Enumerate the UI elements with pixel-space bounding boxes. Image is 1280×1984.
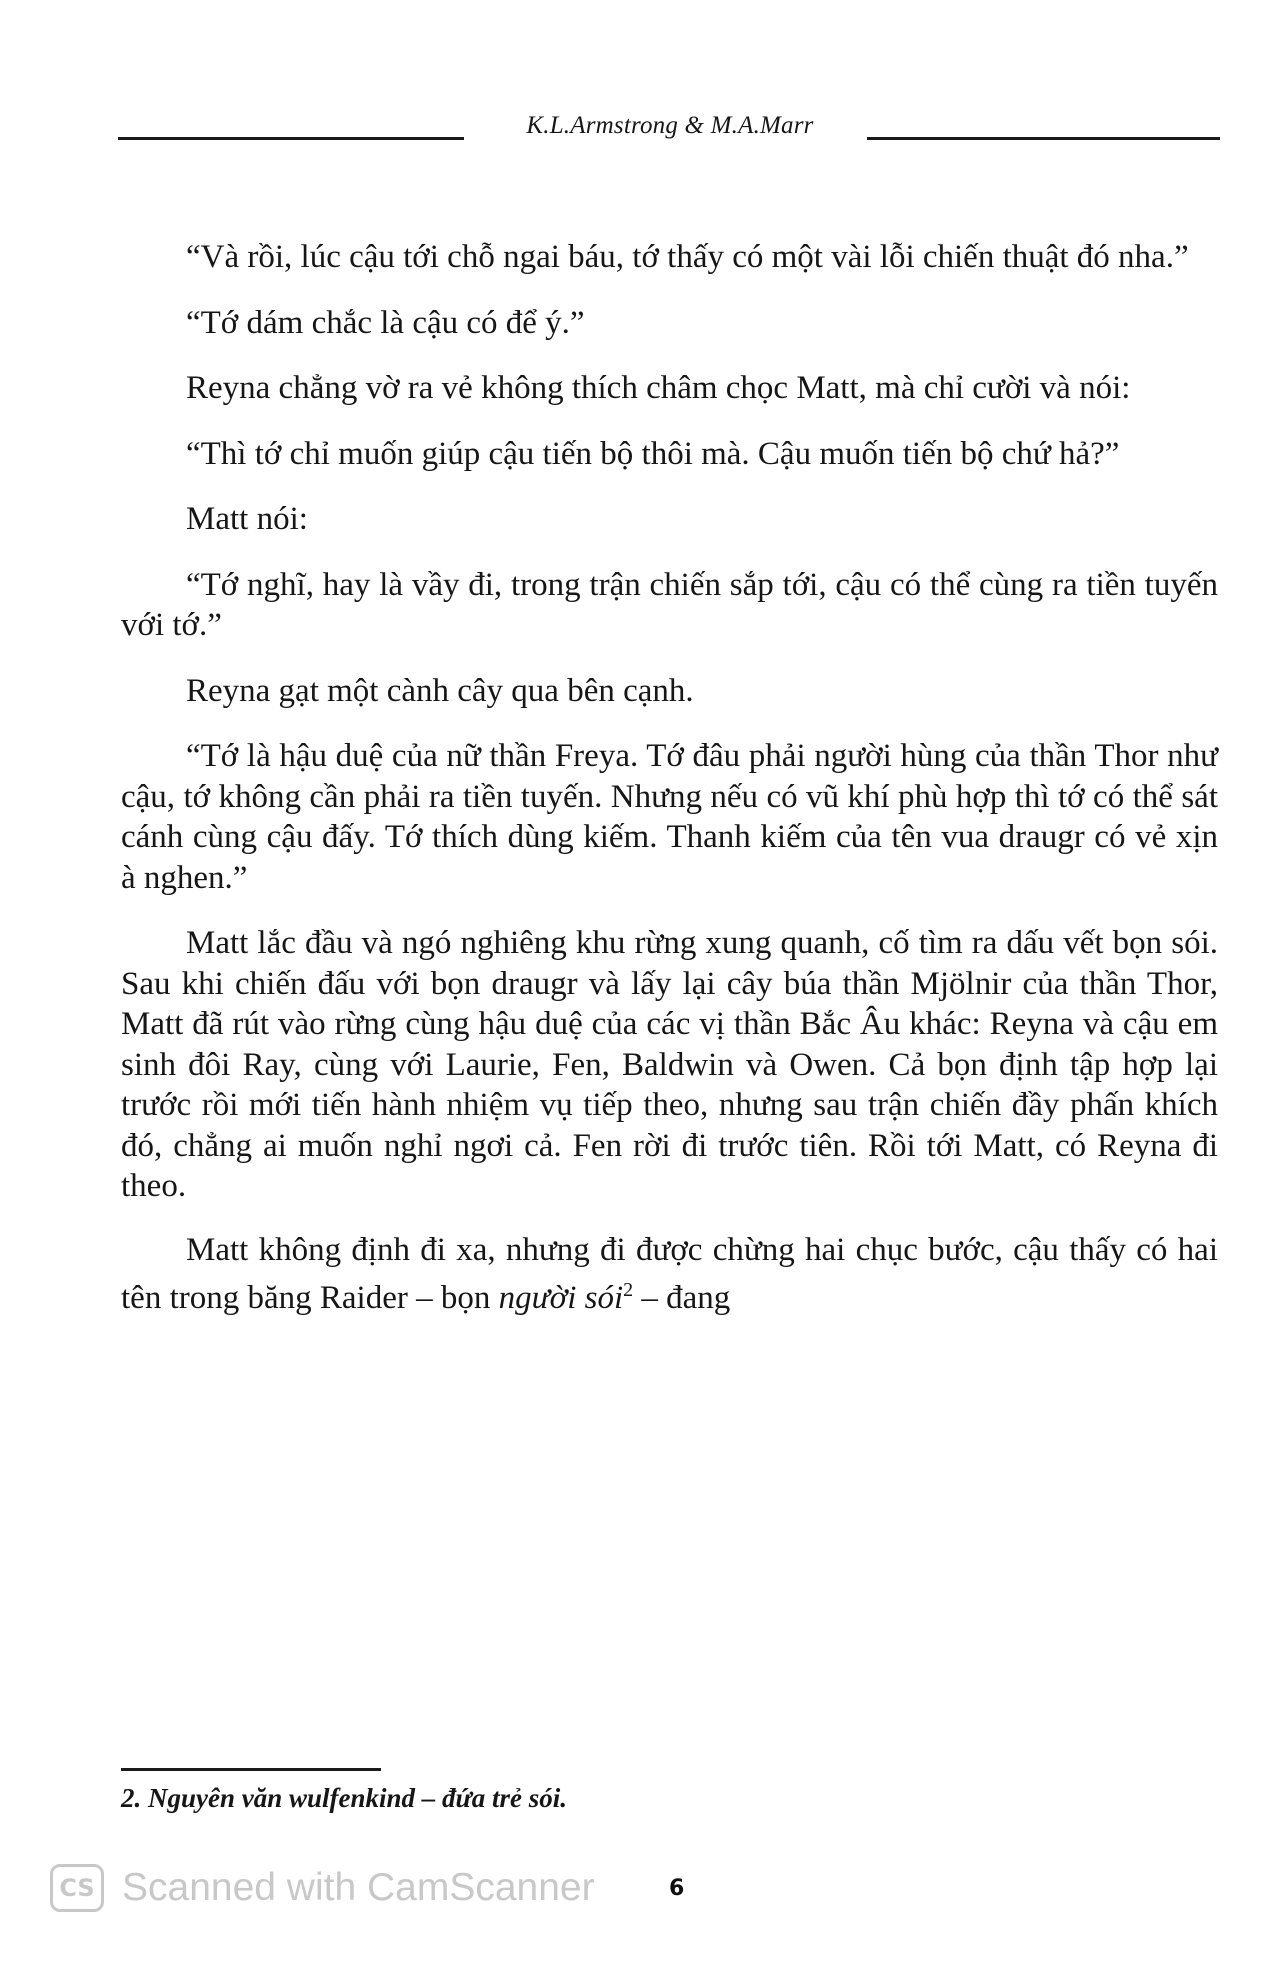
paragraph: Reyna chẳng vờ ra vẻ không thích châm chọc Matt, mà chỉ cười và nói: — [186, 370, 1131, 406]
text-run: Matt không định đi xa, nhưng đi được chừng hai chục bước, cậu thấy có hai tên trong băng Raider – bọn — [121, 1231, 1218, 1316]
running-header — [118, 112, 1220, 142]
paragraph: Matt nói: — [186, 501, 308, 537]
header-rule-left — [118, 137, 464, 140]
paragraph: “Tớ nghĩ, hay là vầy đi, trong trận chiến sắp tới, cậu có thể cùng ra tiền tuyến với tớ.” — [121, 566, 1218, 643]
page-number: 6 — [669, 1876, 685, 1901]
body-text — [121, 237, 1218, 1344]
footnote-marker: 2 — [623, 1279, 634, 1301]
running-title: K.L.Armstrong & M.A.Marr — [526, 112, 814, 139]
paragraph-last — [121, 1230, 1218, 1319]
paragraph: “Và rồi, lúc cậu tới chỗ ngai báu, tớ thấy có một vài lỗi chiến thuật đó nha.” — [186, 239, 1189, 275]
paragraph: Reyna gạt một cành cây qua bên cạnh. — [186, 672, 694, 709]
footnote-rule — [121, 1768, 381, 1771]
paragraph: “Tớ dám chắc là cậu có để ý.” — [186, 304, 585, 341]
paragraph: Matt lắc đầu và ngó nghiêng khu rừng xung quanh, cố tìm ra dấu vết bọn sói. Sau khi chiến đấu với bọn draugr và lấy lại cây búa thần Mjölnir của thần Thor, Matt đã rút vào rừng cùng hậu duệ của các vị thần Bắc Âu khác: Reyna và cậu em sinh đôi Ray, cùng với Laurie, Fen, Baldwin và Owen. Cả bọn định tập hợp lại trước rồi mới tiến hành nhiệm vụ tiếp theo, nhưng sau trận chiến đầy phấn khích đó, chẳng ai muốn nghỉ ngơi cả. Fen rời đi trước tiên. Rồi tới Matt, có Reyna đi theo. — [121, 925, 1218, 1204]
camscanner-logo-icon: CS — [50, 1864, 104, 1912]
text-run: – đang — [633, 1280, 731, 1316]
watermark-text: Scanned with CamScanner — [122, 1866, 595, 1909]
header-rule-right — [867, 137, 1220, 140]
italic-term: người sói — [498, 1280, 624, 1316]
camscanner-watermark — [50, 1864, 690, 1912]
paragraph: “Tớ là hậu duệ của nữ thần Freya. Tớ đâu phải người hùng của thần Thor như cậu, tớ không cần phải ra tiền tuyến. Nhưng nếu có vũ khí phù hợp thì tớ có thể sát cánh cùng cậu đấy. Tớ thích dùng kiếm. Thanh kiếm của tên vua draugr có vẻ xịn à nghen.” — [121, 738, 1218, 896]
footnote: 2. Nguyên văn wulfenkind – đứa trẻ sói. — [121, 1783, 567, 1813]
paragraph: “Thì tớ chỉ muốn giúp cậu tiến bộ thôi mà. Cậu muốn tiến bộ chứ hả?” — [186, 435, 1120, 472]
